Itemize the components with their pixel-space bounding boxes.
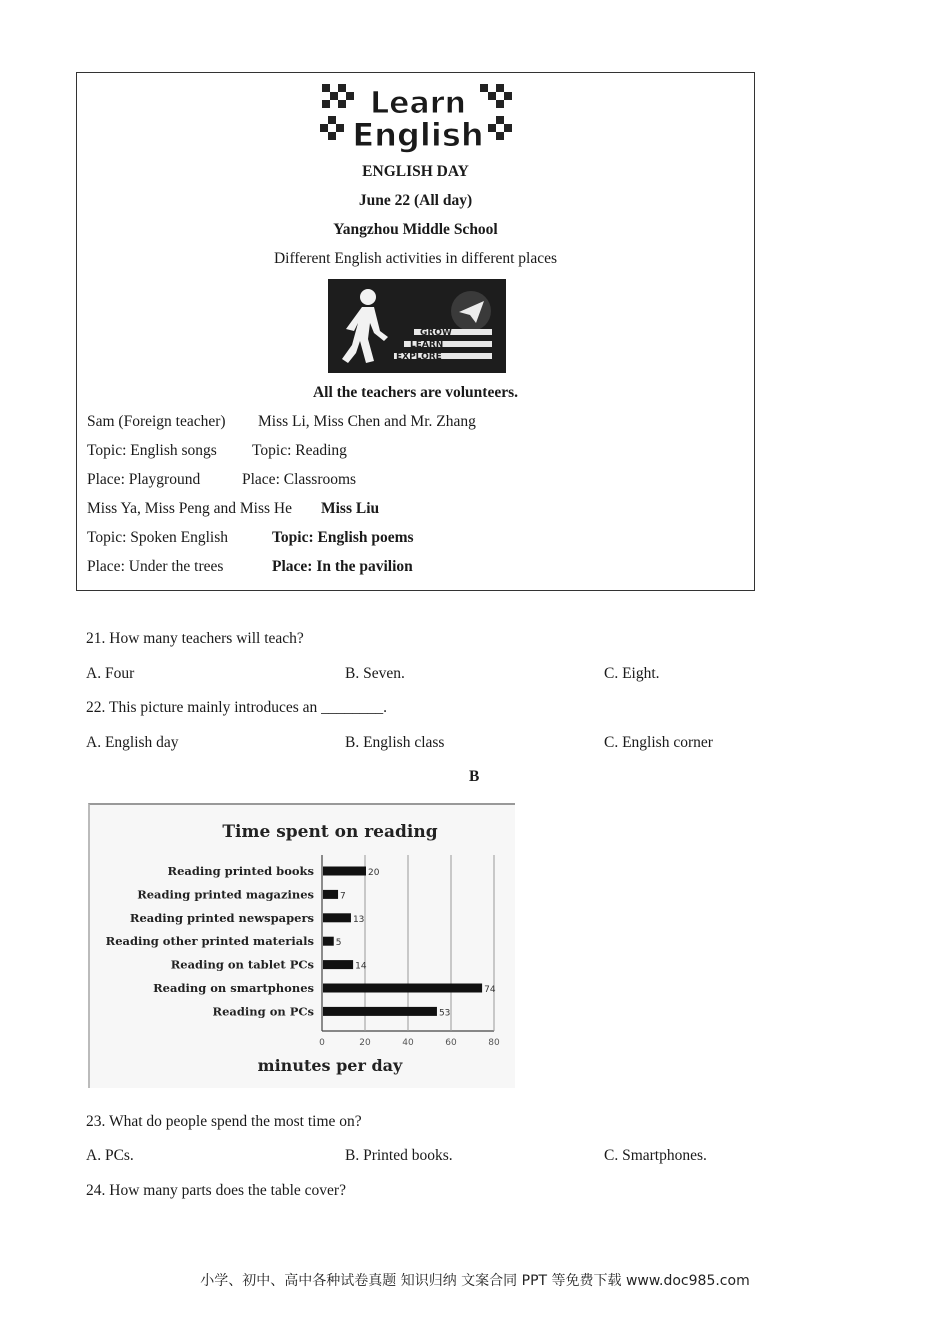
chart-category-label: Reading on tablet PCs — [170, 957, 314, 972]
chart-category-label: Reading printed magazines — [137, 887, 314, 902]
paper-plane-icon — [451, 291, 491, 331]
chart-bar — [323, 1007, 437, 1016]
question-21-option-a[interactable]: A. Four — [86, 665, 135, 682]
question-23-option-b[interactable]: B. Printed books. — [345, 1147, 453, 1164]
grow-learn-explore-sign — [328, 279, 506, 373]
reading-time-chart — [88, 803, 515, 1088]
english-day-poster — [76, 72, 755, 591]
chart-category-label: Reading printed newspapers — [129, 910, 314, 925]
chart-category-label: Reading other printed materials — [105, 934, 314, 949]
reading-time-chart-svg — [90, 805, 515, 1088]
section-label: B — [469, 768, 480, 785]
chart-category-label: Reading printed books — [167, 864, 314, 878]
learn-english-logo — [320, 80, 516, 153]
sign-word-explore: EXPLORE — [396, 352, 442, 362]
chart-bar — [323, 913, 351, 922]
logo-text-english: English — [352, 116, 484, 153]
row-5-right: Topic: English poems — [272, 529, 414, 546]
poster-school: Yangzhou Middle School — [333, 221, 498, 238]
row-6-right: Place: In the pavilion — [272, 558, 413, 575]
row-3-left: Place: Playground — [87, 471, 201, 488]
chart-x-tick-label: 60 — [445, 1038, 457, 1048]
question-21-option-c[interactable]: C. Eight. — [604, 665, 660, 682]
question-23-option-c[interactable]: C. Smartphones. — [604, 1147, 707, 1164]
chart-bar — [323, 890, 338, 899]
chart-data-label: 7 — [340, 891, 346, 902]
question-22-option-c[interactable]: C. English corner — [604, 734, 713, 751]
chart-bar — [323, 867, 366, 876]
row-4-left: Miss Ya, Miss Peng and Miss He — [87, 500, 292, 517]
chart-title: Time spent on reading — [222, 822, 438, 842]
chart-x-tick-label: 0 — [319, 1038, 325, 1048]
question-22-option-b[interactable]: B. English class — [345, 734, 445, 751]
question-22: 22. This picture mainly introduces an ________. — [86, 699, 388, 716]
question-21-option-b[interactable]: B. Seven. — [345, 665, 405, 682]
question-23-option-a[interactable]: A. PCs. — [86, 1147, 134, 1164]
poster-volunteers: All the teachers are volunteers. — [312, 384, 519, 401]
poster-title: ENGLISH DAY — [362, 163, 469, 180]
sign-word-learn: LEARN — [410, 340, 444, 350]
row-4-right: Miss Liu — [321, 500, 380, 517]
chart-data-label: 53 — [438, 1008, 451, 1019]
chart-bar — [323, 937, 334, 946]
chart-x-tick-label: 80 — [488, 1038, 500, 1048]
row-2-left: Topic: English songs — [87, 442, 217, 459]
question-22-option-a[interactable]: A. English day — [86, 734, 179, 751]
chart-x-tick-label: 20 — [359, 1038, 371, 1048]
question-24: 24. How many parts does the table cover? — [86, 1182, 346, 1199]
chart-bar — [323, 984, 482, 993]
chart-data-label: 5 — [335, 938, 342, 949]
chart-category-label: Reading on PCs — [212, 1004, 314, 1019]
poster-date: June 22 (All day) — [358, 192, 473, 209]
chart-data-label: 74 — [484, 985, 496, 995]
footer-text: 小学、初中、高中各种试卷真题 知识归纳 文案合同 PPT 等免费下载 www.doc985.com — [200, 1273, 750, 1289]
chart-data-label: 13 — [352, 914, 365, 925]
chart-category-label: Reading on smartphones — [153, 981, 314, 995]
row-1-right: Miss Li, Miss Chen and Mr. Zhang — [258, 413, 476, 430]
row-1-left: Sam (Foreign teacher) — [87, 413, 226, 430]
row-5-left: Topic: Spoken English — [87, 529, 228, 546]
row-2-right: Topic: Reading — [252, 442, 347, 459]
chart-data-label: 14 — [355, 961, 367, 972]
logo-text-learn: Learn — [370, 86, 466, 121]
poster-subtitle: Different English activities in different places — [273, 250, 558, 267]
row-3-right: Place: Classrooms — [242, 471, 357, 488]
question-23: 23. What do people spend the most time on? — [86, 1113, 362, 1130]
chart-bar — [323, 960, 353, 969]
chart-x-axis-label: minutes per day — [257, 1056, 403, 1075]
row-6-left: Place: Under the trees — [87, 558, 224, 575]
sign-word-grow: GROW — [420, 328, 452, 338]
question-21: 21. How many teachers will teach? — [86, 630, 304, 647]
chart-x-tick-label: 40 — [402, 1038, 414, 1048]
chart-data-label: 20 — [368, 868, 380, 878]
